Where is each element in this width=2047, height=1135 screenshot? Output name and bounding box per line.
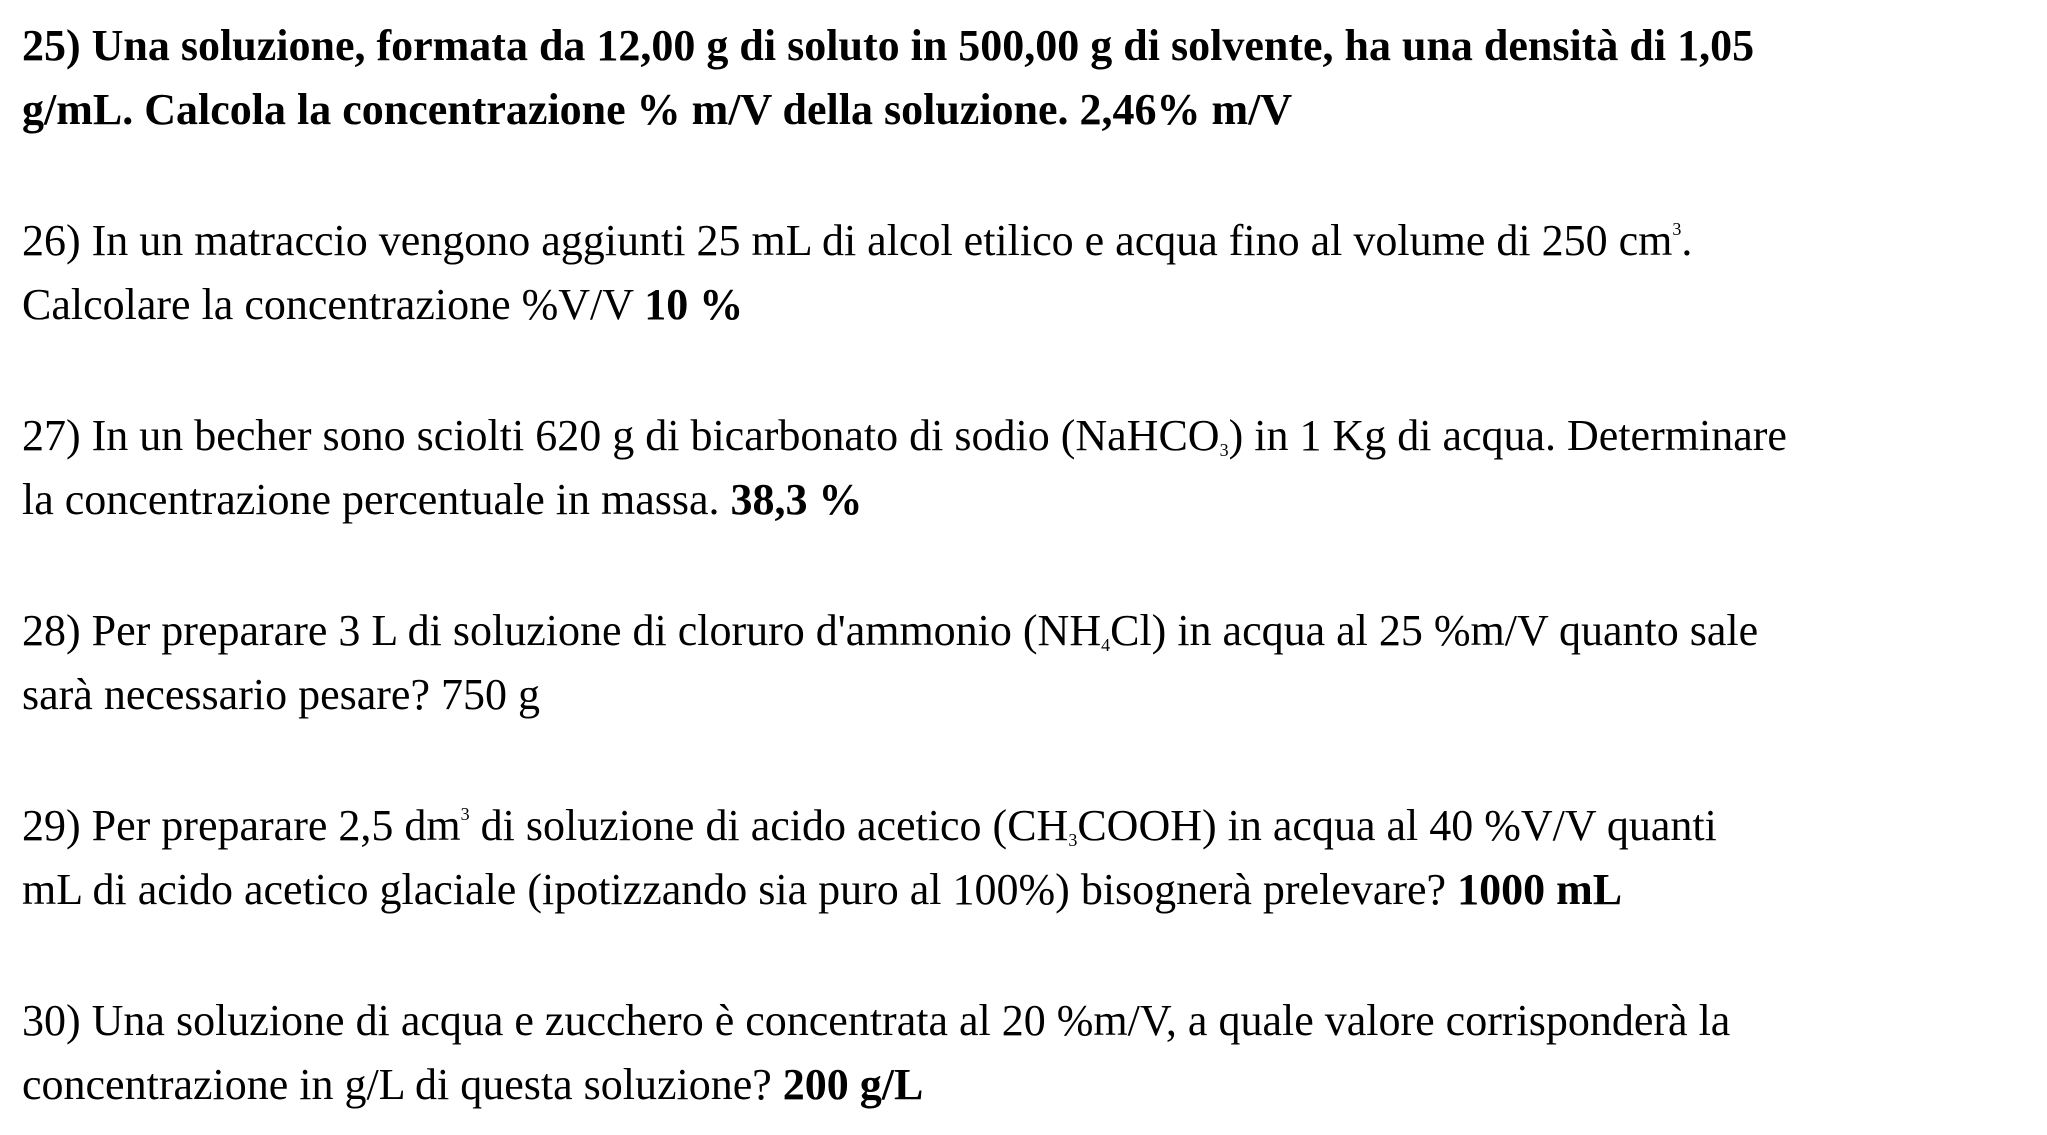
exercise-25 bbox=[22, 14, 2022, 142]
exercise-25-line2: g/mL. Calcola la concentrazione % m/V della soluzione. 2,46% m/V bbox=[22, 85, 1293, 134]
exercise-30-answer: 200 g/L bbox=[782, 1060, 924, 1109]
exercise-28: 28) Per preparare 3 L di soluzione di cloruro d'ammonio $(NH_4Cl)$ in acqua al 25 %m/V quanto sale sarà necessario pesare? 750 g bbox=[22, 606, 1759, 719]
exercise-26-answer: 10 % bbox=[644, 280, 744, 329]
exercise-27: 27) In un becher sono sciolti 620 g di bicarbonato di sodio (NaHCO$_3$) in 1 Kg di acqua. Determinare la concentrazione percentuale in massa. 38,3 % bbox=[22, 411, 1787, 524]
exercise-27-answer: 38,3 % bbox=[730, 475, 863, 524]
exercise-29-line1: 29) Per preparare 2,5 dm bbox=[22, 801, 461, 850]
exercise-29: 29) Per preparare 2,5 $dm^3$ di soluzione di acido acetico $(CH_3COOH)$ in acqua al 40 %V/V quanti mL di acido acetico glaciale (ipotizzando sia puro al 100%) bisognerà prelevare? 1000 mL bbox=[22, 801, 1717, 914]
spacer bbox=[22, 337, 2022, 404]
spacer bbox=[22, 532, 2022, 599]
spacer bbox=[22, 727, 2022, 794]
document-page bbox=[22, 14, 2022, 1117]
exercise-29-line2: mL di acido acetico glaciale (ipotizzando sia puro al 100%) bisognerà prelevare? bbox=[22, 865, 1458, 914]
exercise-30-line2: concentrazione in g/L di questa soluzione? bbox=[22, 1060, 783, 1109]
spacer bbox=[22, 922, 2022, 989]
superscript-3: 3 bbox=[460, 804, 470, 824]
exercise-26-line1: 26) In un matraccio vengono aggiunti 25 mL di alcol etilico e acqua fino al volume di 250 cm bbox=[22, 216, 1673, 265]
exercise-30 bbox=[22, 989, 2022, 1117]
exercise-25-line1: 25) Una soluzione, formata da 12,00 g di soluto in 500,00 g di solvente, ha una densità di 1,05 bbox=[22, 21, 1755, 70]
exercise-30-line1: 30) Una soluzione di acqua e zucchero è concentrata al 20 %m/V, a quale valore corrisponderà la bbox=[22, 996, 1731, 1045]
exercise-27-line2: la concentrazione percentuale in massa. bbox=[22, 475, 731, 524]
exercise-28-line2: sarà necessario pesare? 750 g bbox=[22, 670, 540, 719]
subscript-3: 3 bbox=[1068, 830, 1078, 850]
subscript-4: 4 bbox=[1101, 635, 1111, 655]
exercise-29-answer: 1000 mL bbox=[1457, 865, 1623, 914]
spacer bbox=[22, 142, 2022, 209]
superscript-3: 3 bbox=[1672, 219, 1682, 239]
subscript-3: 3 bbox=[1219, 440, 1229, 460]
exercise-28-line1: 28) Per preparare 3 L di soluzione di cloruro d'ammonio (NH bbox=[22, 606, 1102, 655]
exercise-26: 26) In un matraccio vengono aggiunti 25 mL di alcol etilico e acqua fino al volume di 250 $cm^3$. Calcolare la concentrazione %V/V 10 % bbox=[22, 216, 1693, 329]
exercise-26-line2: Calcolare la concentrazione %V/V bbox=[22, 280, 645, 329]
exercise-27-line1: 27) In un becher sono sciolti 620 g di bicarbonato di sodio (NaHCO bbox=[22, 411, 1220, 460]
